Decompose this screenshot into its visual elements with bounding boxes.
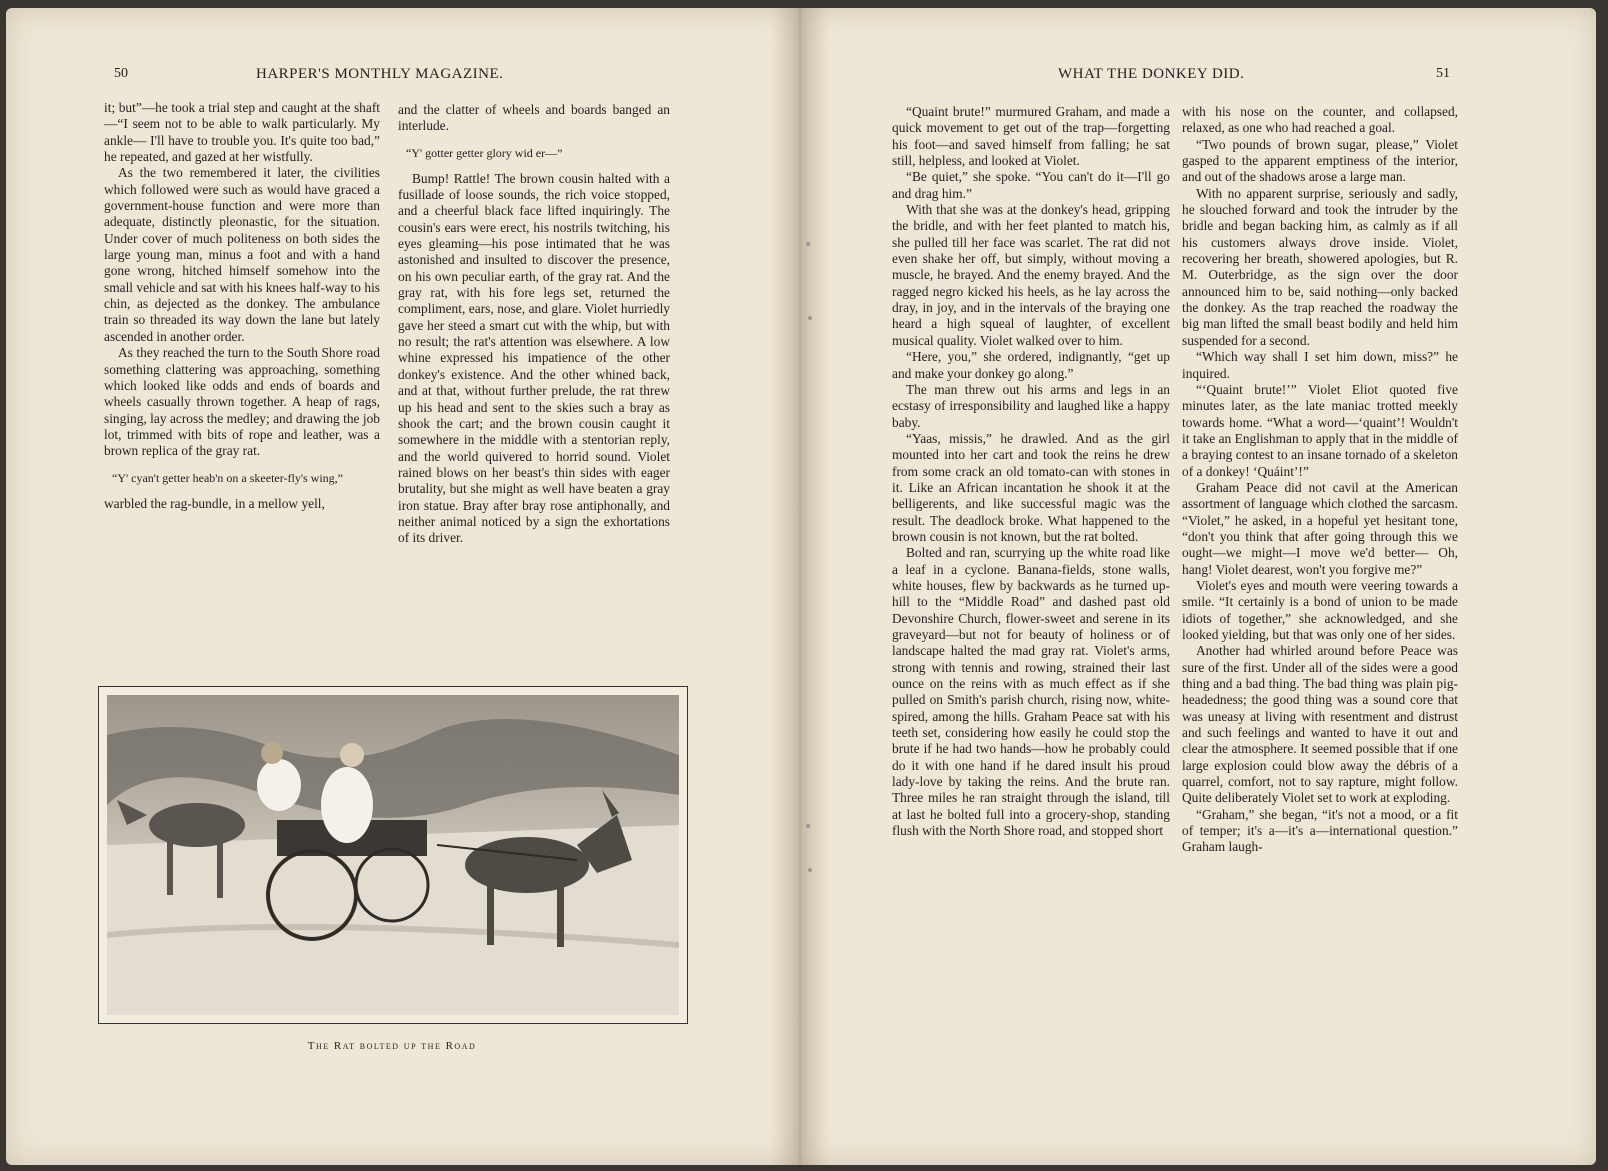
paragraph: “Graham,” she began, “it's not a mood, or a fit of temper; it's a—it's a—international question.” Graham laugh- <box>1182 806 1458 855</box>
verse-line: “Y' gotter getter glory wid er—” <box>406 145 563 160</box>
paragraph: “‘Quaint brute!’” Violet Eliot quoted five minutes later, as the late maniac trotted meekly towards home. “What a word—‘quaint’! Wouldn't it take an Englishman to apply that in the middle of a braying contest to an insane tornado of a skeleton of a donkey! ‘Quáint’!” <box>1182 381 1458 479</box>
paragraph: Violet's eyes and mouth were veering towards a smile. “It certainly is a bond of union to be made idiots of together,” she acknowledged, and she looked yielding, but that was only one of her sides. <box>1182 577 1458 642</box>
paragraph: “Quaint brute!” murmured Graham, and made a quick movement to get out of the trap—forgetting his foot—and saved himself from falling; he sat still, helpless, and looked at Violet. <box>892 104 1170 169</box>
paragraph: warbled the rag-bundle, in a mellow yell, <box>104 495 325 511</box>
illustration-caption: The Rat bolted up the Road <box>307 1040 477 1052</box>
paragraph: With no apparent surprise, seriously and sadly, he slouched forward and took the intruder by the bridle and began backing him, as calmly as if all his customers always drove inside. Violet, recovering her breath, showered apologies, but R. M. Outerbridge, as the sign over the door announced him to be, said nothing—only backed the donkey. As the trap reached the roadway the big man lifted the small beast bodily and held him suspended for a second. <box>1182 185 1458 348</box>
paragraph: As the two remembered it later, the civilities which followed were such as would have graced a government-house function and were more than adequate, distinctly pleonastic, for the situation. Under cover of much politeness on both sides the large young man, minus a foot and with a hand gone wrong, hitched himself somehow into the small vehicle and sat with his knees half-way to his chin, as dejected as the donkey. The ambulance train so threaded its way down the lane but lately ascended in another order. <box>104 165 380 344</box>
illustration-frame <box>98 686 688 1024</box>
paragraph: “Which way shall I set him down, miss?” he inquired. <box>1182 349 1458 381</box>
left-page-column-2 <box>398 102 670 547</box>
paragraph: with his nose on the counter, and collapsed, relaxed, as one who had reached a goal. <box>1182 104 1458 136</box>
book-gutter <box>770 8 830 1165</box>
paragraph: “Be quiet,” she spoke. “You can't do it—I'll go and drag him.” <box>892 169 1170 201</box>
verse-line: “Y' cyan't getter heab'n on a skeeter-fly's wing,” <box>112 470 343 485</box>
paragraph: Another had whirled around before Peace was sure of the first. Under all of the sides were a good thing and a bad thing. The bad thing was plain pig-headedness; the good thing was a sound core that was uneasy at living with resentment and distrust and such feelings and wanted to have it out and clear the atmosphere. It seemed possible that if one large explosion could blow away the débris of a quarrel, comfort, not to say rapture, might follow. Quite deliberately Violet set to work at exploding. <box>1182 643 1458 806</box>
paragraph: it; but”—he took a trial step and caught at the shaft—“I seem not to be able to walk particularly. My ankle— I'll have to trouble you. It's quite too bad,” he repeated, and gazed at her wistfully. <box>104 100 380 165</box>
page-number-right: 51 <box>1436 66 1450 81</box>
paragraph: Graham Peace did not cavil at the American assortment of language which clothed the sarcasm. “Violet,” he asked, in a hopeful yet hesitant tone, “don't you think that after going through this we ought—we might—I move we'd better— Oh, hang! Violet dearest, won't you forgive me?” <box>1182 479 1458 577</box>
paragraph: Bump! Rattle! The brown cousin halted with a fusillade of loose sounds, the rich voice stopped, and a cheerful black face lifted inquiringly. The cousin's ears were erect, his nostrils twitching, his eyes gleaming—his pose intimated that he was astonished and insulted to discover the presence, on his own peculiar earth, of the gray rat. And the gray rat, with his fore legs set, returned the compliment, ears, nose, and glare. Violet hurriedly gave her steed a smart cut with the whip, but with no result; the rat's attention was elsewhere. A low whine expressed his impatience of the other donkey's existence. And the other whined back, and at that, without further prelude, the rat threw up his head and sent to the skies such a bray as shook the cart; and the brown cousin caught it somewhere in the middle with a stentorian reply, and the world quivered to horrid sound. Violet rained blows on her beast's thin sides with eager brutality, but she might as well have beaten a gray iron statue. Bray after bray rose antiphonally, and neither animal noticed by a sign the exhortations of its driver. <box>398 170 670 546</box>
paragraph: “Here, you,” she ordered, indignantly, “get up and make your donkey go along.” <box>892 349 1170 381</box>
right-page-column-1 <box>892 104 1170 839</box>
binding-hole <box>808 316 812 320</box>
paragraph: and the clatter of wheels and boards banged an interlude. <box>398 102 670 134</box>
donkey-cart-illustration <box>107 695 679 1015</box>
paragraph: As they reached the turn to the South Shore road something clattering was approaching, something which looked like odds and ends of boards and wheels casually thrown together. A heap of rags, singing, lay across the medley; and drawing the job lot, trimmed with bits of rope and leather, was a brown replica of the gray rat. <box>104 345 380 459</box>
paragraph: With that she was at the donkey's head, gripping the bridle, and with her feet planted to match his, she pulled till her face was scarlet. The rat did not even shake her off, but simply, without moving a muscle, he brayed. And the enemy brayed. And the ragged negro kicked his heels, as he lay across the dray, in joy, and in the intervals of the braying one heard a high squeal of laughter, of excellent musical quality. Violet walked over to him. <box>892 202 1170 348</box>
paragraph: The man threw out his arms and legs in an ecstasy of irresponsibility and laughed like a happy baby. <box>892 381 1170 430</box>
binding-hole <box>806 242 810 246</box>
paragraph: Bolted and ran, scurrying up the white road like a leaf in a cyclone. Banana-fields, stone walls, white houses, flew by backwards as he turned up-hill to the “Middle Road” and dashed past old Devonshire Church, flower-sweet and serene in its graveyard—but not for beauty of holiness or of landscape halted the mad gray rat. Violet's arms, strong with tennis and rowing, strained their last ounce on the reins with as much effect as if she pulled on Smith's parish church, rising now, white-spired, among the hills. Graham Peace sat with his teeth set, considering how easily he could stop the brute if he had two hands—how he probably could do it with one hand if he dared insult his proud lady-love by taking the reins. And the brute ran. Three miles he ran straight through the island, till at last he bolted full into a grocery-shop, standing flush with the North Shore road, and stopped short <box>892 545 1170 839</box>
running-head-right: WHAT THE DONKEY DID. <box>1058 66 1245 82</box>
paragraph: “Yaas, missis,” he drawled. And as the girl mounted into her cart and took the reins he drew from some crack an old tomato-can with stones in it. Like an African incantation he shook it at the belligerents, and like successful magic was the result. The deadlock broke. What happened to the brown cousin is not known, but the rat bolted. <box>892 430 1170 544</box>
page-number-left: 50 <box>114 66 128 81</box>
paragraph: “Two pounds of brown sugar, please,” Violet gasped to the apparent emptiness of the interior, and out of the shadows arose a large man. <box>1182 136 1458 185</box>
right-page-column-2 <box>1182 104 1458 856</box>
left-page-column-1 <box>104 100 380 512</box>
running-head-left: HARPER'S MONTHLY MAGAZINE. <box>256 66 504 82</box>
binding-hole <box>808 868 812 872</box>
binding-hole <box>806 824 810 828</box>
